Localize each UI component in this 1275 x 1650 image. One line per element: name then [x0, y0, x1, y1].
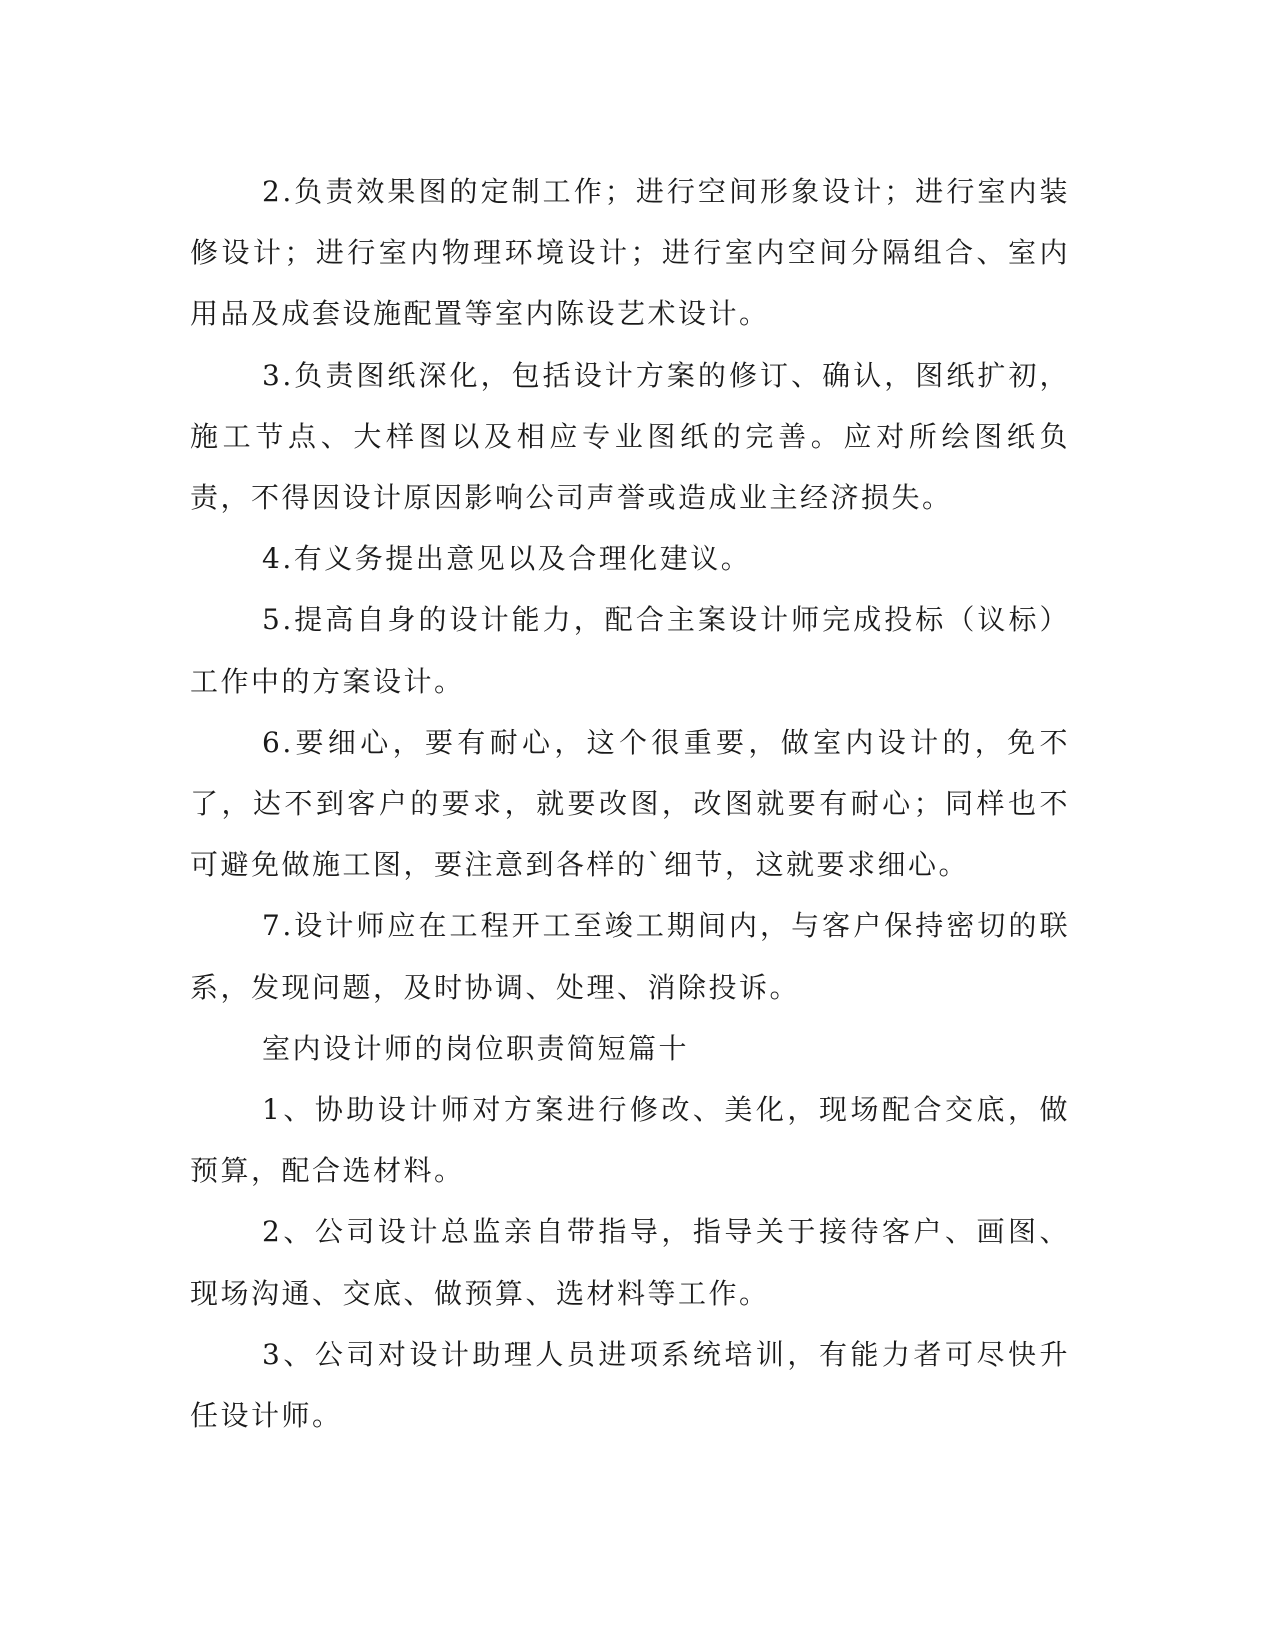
- paragraph-item-7: 7.设计师应在工程开工至竣工期间内，与客户保持密切的联系，发现问题，及时协调、处理、消除投诉。: [190, 909, 1070, 1004]
- paragraph-item-6: 6.要细心，要有耐心，这个很重要，做室内设计的，免不了，达不到客户的要求，就要改图，改图就要有耐心；同样也不可避免做施工图，要注意到各样的`细节，这就要求细心。: [190, 725, 1070, 882]
- section-heading: 室内设计师的岗位职责简短篇十: [262, 1031, 690, 1065]
- paragraph-section-item-3: 3、公司对设计助理人员进项系统培训，有能力者可尽快升任设计师。: [190, 1337, 1070, 1433]
- paragraph-item-4: 4.有义务提出意见以及合理化建议。: [262, 542, 752, 576]
- paragraph-item-5: 5.提高自身的设计能力，配合主案设计师完成投标（议标）工作中的方案设计。: [190, 603, 1070, 698]
- paragraph-item-3: 3.负责图纸深化，包括设计方案的修订、确认，图纸扩初，施工节点、大样图以及相应专业图纸的完善。应对所绘图纸负责，不得因设计原因影响公司声誉或造成业主经济损失。: [190, 358, 1070, 515]
- paragraph-item-2: 2.负责效果图的定制工作；进行空间形象设计；进行室内装修设计；进行室内物理环境设计；进行室内空间分隔组合、室内用品及成套设施配置等室内陈设艺术设计。: [190, 175, 1070, 331]
- paragraph-section-item-2: 2、公司设计总监亲自带指导，指导关于接待客户、画图、现场沟通、交底、做预算、选材料等工作。: [190, 1215, 1070, 1310]
- document-body: [190, 161, 1070, 1446]
- paragraph-section-item-1: 1、协助设计师对方案进行修改、美化，现场配合交底，做预算，配合选材料。: [190, 1093, 1070, 1188]
